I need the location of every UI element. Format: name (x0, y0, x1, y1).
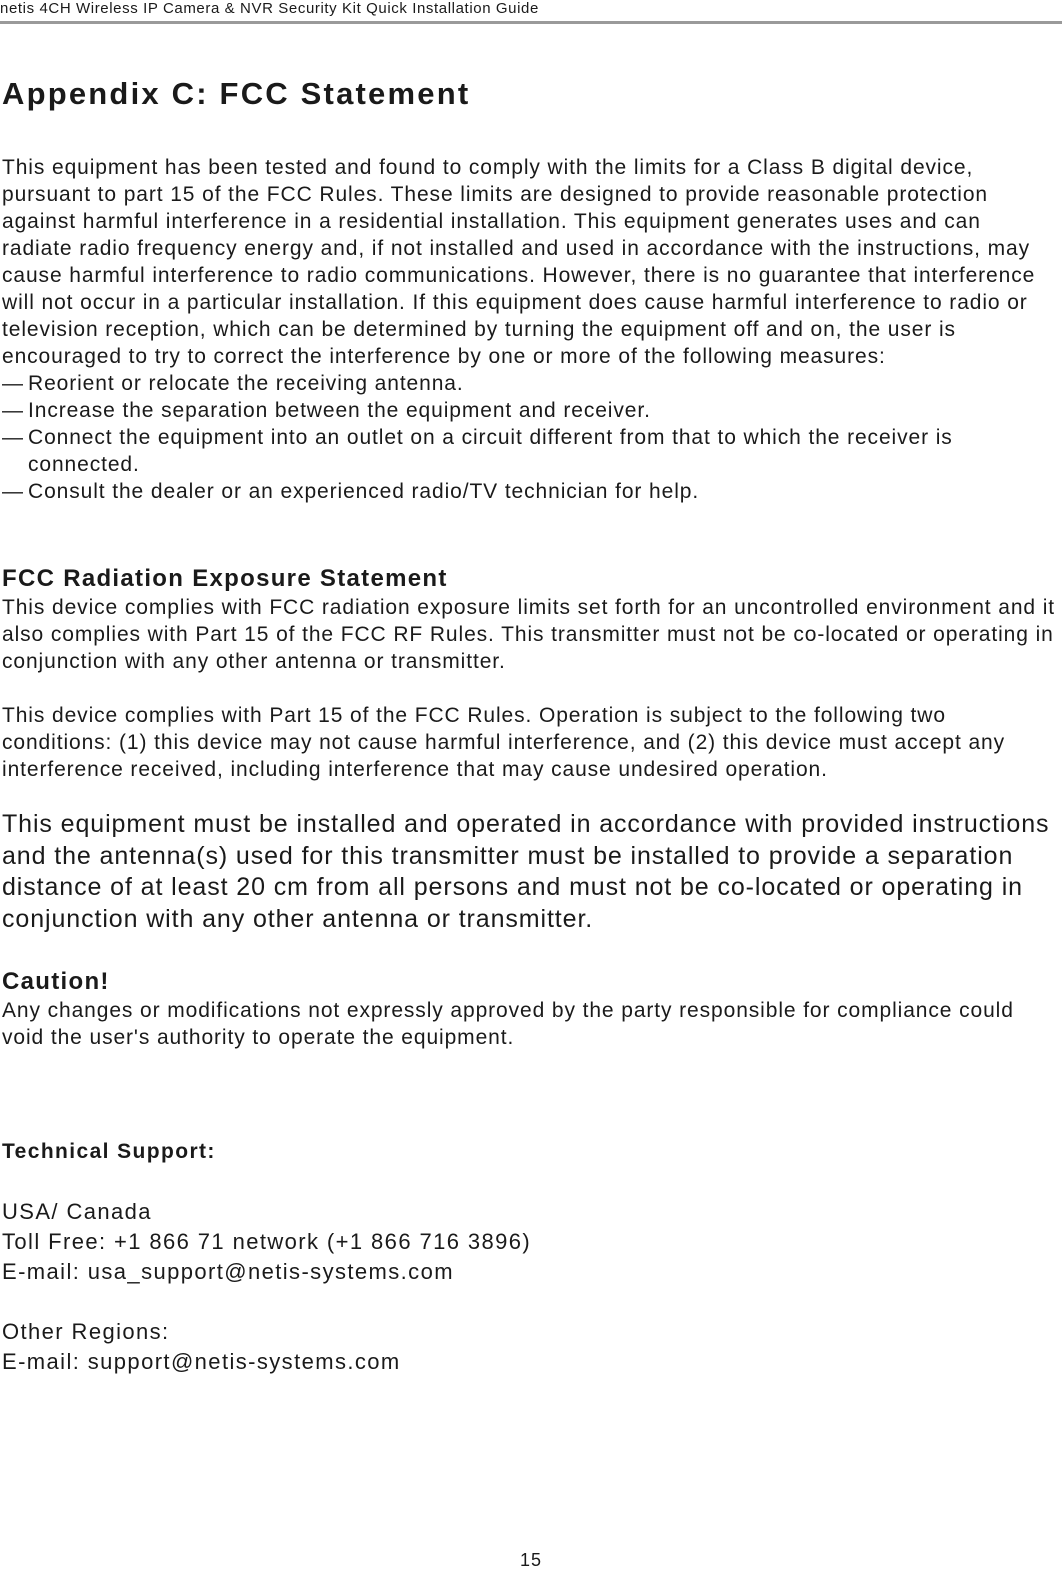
support-toll-free: Toll Free: +1 866 71 network (+1 866 716 3896) (2, 1229, 532, 1254)
spacer (2, 1051, 1056, 1137)
radiation-paragraph-3: This equipment must be installed and operated in accordance with provided instructions and the antenna(s) used for this transmitter must be installed to provide a separation distance of at least 20 cm from all persons and must not be co-located or operating in conjunction with any other antenna or transmitter. (2, 810, 1050, 933)
support-region-usa: USA/ Canada (2, 1199, 152, 1224)
spacer (2, 783, 1056, 809)
page-header (0, 0, 1062, 24)
radiation-paragraph-1: This device complies with FCC radiation exposure limits set forth for an uncontrolled environment and it also complies with Part 15 of the FCC RF Rules. This transmitter must not be co-located or operating in conjunction with any other antenna or transmitter. (2, 596, 1056, 673)
measure-item: — Consult the dealer or an experienced radio/TV technician for help. (2, 478, 1056, 505)
support-email-usa: E-mail: usa_support@netis-systems.com (2, 1259, 454, 1284)
caution-title: Caution! (2, 968, 110, 995)
interference-measures-list (2, 370, 1056, 505)
radiation-title: FCC Radiation Exposure Statement (2, 565, 448, 592)
spacer (2, 505, 1056, 564)
support-title: Technical Support: (2, 1140, 216, 1163)
spacer (2, 1167, 1056, 1197)
support-region-other: Other Regions: (2, 1319, 170, 1344)
page-content (2, 72, 1056, 1377)
document-title: netis 4CH Wireless IP Camera & NVR Security Kit Quick Installation Guide (0, 0, 539, 17)
appendix-title: Appendix C: FCC Statement (2, 76, 471, 111)
measure-item: — Connect the equipment into an outlet on a circuit different from that to which the receiver is connected. (2, 424, 1056, 478)
page-number: 15 (519, 1550, 543, 1570)
spacer (2, 675, 1056, 702)
support-email-other: E-mail: support@netis-systems.com (2, 1349, 401, 1374)
caution-text: Any changes or modifications not expressly approved by the party responsible for compliance could void the user's authority to operate the equipment. (2, 999, 1014, 1049)
measure-item: — Reorient or relocate the receiving antenna. (2, 370, 1056, 397)
measure-item: — Increase the separation between the equipment and receiver. (2, 397, 1056, 424)
spacer (2, 935, 1056, 967)
fcc-intro-paragraph: This equipment has been tested and found to comply with the limits for a Class B digital device, pursuant to part 15 of the FCC Rules. These limits are designed to provide reasonable protection against harmful interference in a residential installation. This equipment generates uses and can radiate radio frequency energy and, if not installed and used in accordance with the instructions, may cause harmful interference to radio communications. However, there is no guarantee that interference will not occur in a particular installation. If this equipment does cause harmful interference to radio or television reception, which can be determined by turning the equipment off and on, the user is encouraged to try to correct the interference by one or more of the following measures: (2, 156, 1036, 368)
spacer (2, 1287, 1056, 1317)
radiation-paragraph-2: This device complies with Part 15 of the FCC Rules. Operation is subject to the following two conditions: (1) this device may not cause harmful interference, and (2) this device must accept any interference received, including interference that may cause undesired operation. (2, 704, 1006, 781)
